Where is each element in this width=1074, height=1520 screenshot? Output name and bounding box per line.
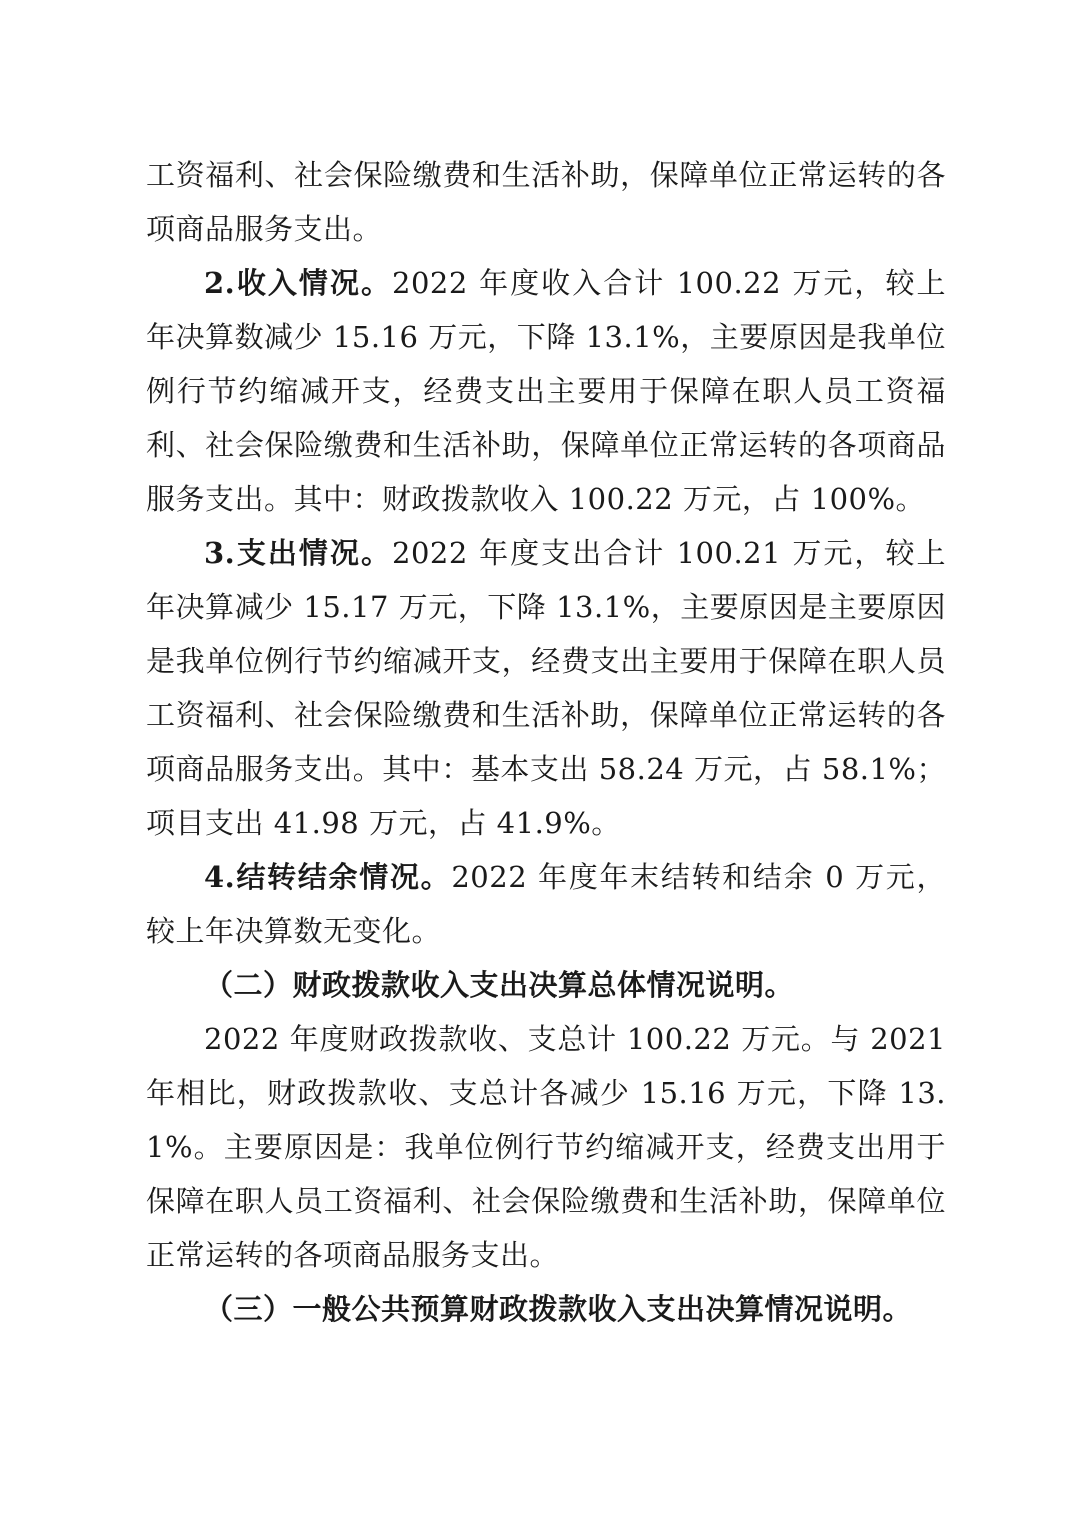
paragraph-text: 工资福利、社会保险缴费和生活补助，保障单位正常运转的各项商品服务支出。 [146, 158, 946, 246]
paragraph-lead: 2.收入情况。 [204, 266, 393, 300]
paragraph-lead: 4.结转结余情况。 [204, 860, 452, 894]
paragraph-continuation [146, 148, 946, 256]
paragraph-lead: 3.支出情况。 [204, 536, 393, 570]
section-heading-2: （二）财政拨款收入支出决算总体情况说明。 [204, 968, 795, 1002]
paragraph-fiscal-summary [146, 1012, 946, 1282]
paragraph-income [146, 256, 946, 526]
paragraph-text: 2022 年度收入合计 100.22 万元，较上年决算数减少 15.16 万元，下降 13.1%，主要原因是我单位例行节约缩减开支，经费支出主要用于保障在职人员工资福利、社会保险缴费和生活补助，保障单位正常运转的各项商品服务支出。其中：财政拨款收入 100.22 万元，占 100%。 [146, 266, 946, 516]
paragraph-text: 2022 年度年末结转和结余 0 万元，较上年决算数无变化。 [146, 860, 946, 948]
paragraph-expenditure [146, 526, 946, 850]
paragraph-text: 2022 年度支出合计 100.21 万元，较上年决算减少 15.17 万元，下降 13.1%，主要原因是主要原因是我单位例行节约缩减开支，经费支出主要用于保障在职人员工资福利、社会保险缴费和生活补助，保障单位正常运转的各项商品服务支出。其中：基本支出 58.24 万元，占 58.1%；项目支出 41.98 万元，占 41.9%。 [146, 536, 946, 840]
section-heading-3: （三）一般公共预算财政拨款收入支出决算情况说明。 [204, 1292, 913, 1326]
paragraph-text: 2022 年度财政拨款收、支总计 100.22 万元。与 2021 年相比，财政拨款收、支总计各减少 15.16 万元，下降 13.1%。主要原因是：我单位例行节约缩减开支，经费支出用于保障在职人员工资福利、社会保险缴费和生活补助，保障单位正常运转的各项商品服务支出。 [146, 1022, 946, 1272]
paragraph-carryover [146, 850, 946, 958]
document-body [146, 148, 946, 1336]
